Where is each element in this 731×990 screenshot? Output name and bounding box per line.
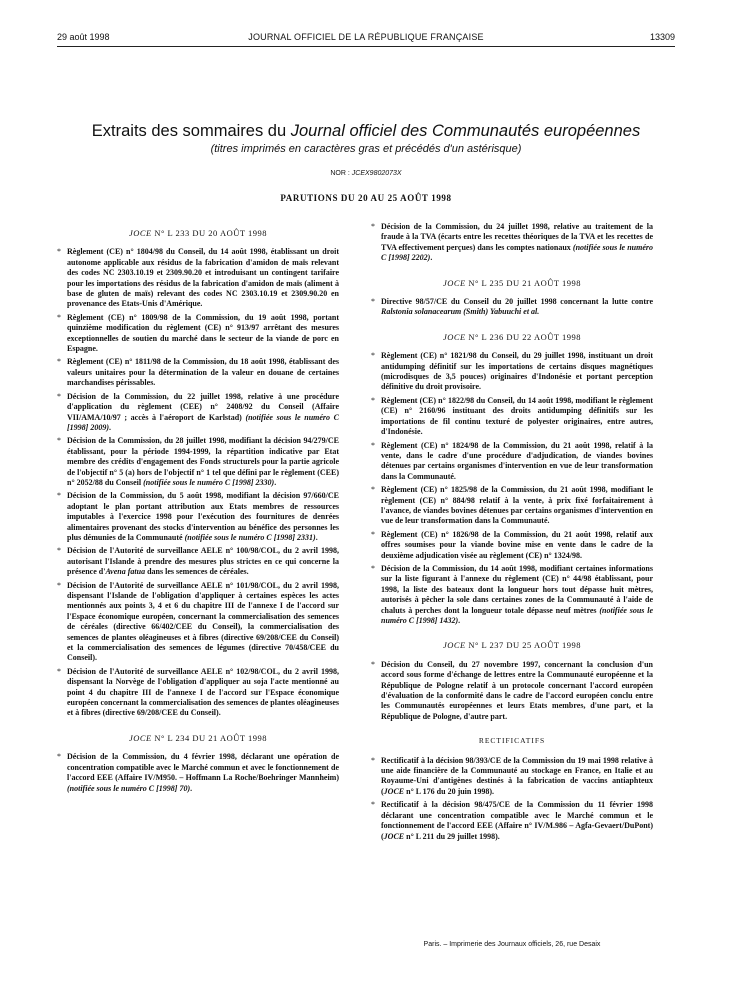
section-number: N° L 234 DU 21 AOÛT 1998 bbox=[154, 732, 268, 743]
section-number: RECTIFICATIFS bbox=[478, 736, 546, 746]
entry-text: Règlement (CE) n° 1825/98 de la Commission, du 21 août 1998, modifiant le règlement (CE) n° 884/98 relatif à la vente, à prix fixé forfaitairement à l'avance, de viandes bovines détenues par certains organismes d'intervention en vue de leur transformation dans la Communauté. bbox=[381, 485, 653, 526]
section-heading bbox=[57, 733, 339, 743]
entry-text: Décision de l'Autorité de surveillance AELE n° 101/98/COL, du 2 avril 1998, dispensant l'Islande de l'obligation d'appliquer à certaines espèces les actes mentionnés aux points 3, 4 et 6 du chapitre III de l'annexe I de l'accord sur l'Espace économique européen, concernant la commercialisation des semences de céréales (directive 66/402/CEE du Conseil), la commercialisation des semences de plantes oléagineuses et à fibres (directive 69/208/CEE du Conseil) et la commercialisation des semences de légumes (directive 70/458/CEE du Conseil). bbox=[67, 580, 339, 663]
page-subtitle: (titres imprimés en caractères gras et précédés d'un astérisque) bbox=[210, 143, 522, 155]
entry-text: Décision de la Commission, du 14 août 1998, modifiant certaines informations sur la liste figurant à l'annexe du règlement (CE) n° 44/98 établissant, pour 1998, la liste des bateaux dont la longueur hors tout dépasse huit mètres, autorisés à pêcher la sole dans certaines zones de la Communauté à l'aide de chaluts à perches dont la longueur totale dépasse neuf mètres bbox=[381, 563, 653, 615]
section-number: N° L 236 DU 22 AOÛT 1998 bbox=[468, 331, 582, 342]
asterisk-marker: * bbox=[57, 357, 61, 367]
page-title bbox=[57, 122, 675, 141]
entry-tail: . bbox=[274, 477, 277, 487]
entry-item bbox=[371, 297, 653, 318]
asterisk-marker: * bbox=[57, 546, 61, 556]
asterisk-marker: * bbox=[371, 563, 375, 573]
nor-label: NOR : bbox=[330, 170, 350, 177]
left-column bbox=[57, 222, 339, 797]
entry-item bbox=[57, 546, 339, 577]
entry-item bbox=[57, 752, 339, 794]
asterisk-marker: * bbox=[57, 580, 61, 590]
entry-text: Décision de la Commission, du 5 août 1998, modifiant la décision 97/660/CE adoptant le plan portant attribution aux Etats membres de ressources imputables à l'exercice 1998 pour l'exécution des fournitures de denrées alimentaires provenant des stocks d'intervention au bénéfice des personnes les plus démunies de la Communauté bbox=[67, 491, 339, 542]
entry-item bbox=[57, 667, 339, 719]
section-heading bbox=[371, 278, 653, 288]
imprimerie-footer: Paris. – Imprimerie des Journaux officiels, 26, rue Desaix bbox=[423, 941, 601, 948]
entry-text: Décision de la Commission, du 22 juillet 1998, relative à une procédure d'application du règlement (CEE) n° 2408/92 du Conseil (Affaire VII/AMA/10/97 ; accès à l'aéroport de Karlstad) bbox=[67, 391, 339, 422]
entry-text: Directive 98/57/CE du Conseil du 20 juillet 1998 concernant la lutte contre bbox=[381, 297, 653, 307]
entry-reference: (notifiée sous le numéro C [1998] 2202) bbox=[381, 242, 654, 263]
entry-text: Rectificatif à la décision 98/475/CE de la Commission du 11 février 1998 déclarant une concentration compatible avec le Marché commun et le fonctionnement de l'accord EEE (Affaire n° IV/M.986 – Agfa-Gevaert/DuPont) ( bbox=[381, 800, 653, 841]
section-journal: JOCE bbox=[442, 640, 466, 651]
entry-reference: Ralstonia solanacearum (Smith) Yabuuchi et al. bbox=[381, 307, 540, 317]
asterisk-marker: * bbox=[57, 491, 61, 501]
entry-tail: . bbox=[190, 783, 193, 793]
entry-reference: JOCE bbox=[383, 831, 405, 841]
entry-item bbox=[371, 530, 653, 561]
asterisk-marker: * bbox=[371, 755, 375, 765]
asterisk-marker: * bbox=[57, 752, 61, 762]
entry-item bbox=[57, 357, 339, 388]
entry-text: Règlement (CE) n° 1809/98 de la Commission, du 19 août 1998, portant quinzième modification du règlement (CE) n° 913/97 arrêtant des mesures exceptionnelles de soutien du marché dans le secteur de la viande de porc en Espagne. bbox=[67, 312, 339, 354]
entry-text: Règlement (CE) n° 1804/98 du Conseil, du 14 août 1998, établissant un droit autonome applicable aux résidus de la fabrication d'amidon de maïs relevant des codes NC 2303.10.19 et 2309.90.20 et introduisant un contingent tarifaire pour les importations des résidus de la fabrication d'amidon de maïs (aliment à base de gluten de maïs) relevant des codes NC 2303.10.19 et 2309.90.20 en provenance des Etats-Unis d'Amérique. bbox=[67, 247, 339, 309]
entry-item bbox=[371, 800, 653, 842]
entry-reference: (notifiée sous le numéro C [1998] 2330) bbox=[143, 477, 275, 487]
entry-item bbox=[371, 351, 653, 393]
asterisk-marker: * bbox=[371, 529, 375, 539]
entry-item bbox=[57, 491, 339, 543]
section-journal: JOCE bbox=[128, 732, 152, 743]
entry-text: Règlement (CE) n° 1826/98 de la Commission, du 21 août 1998, relatif aux offres soumises pour la viande bovine mise en vente dans le cadre de la deuxième adjudication visée au règlement (CE) n° 1324/98. bbox=[381, 529, 653, 560]
entry-item bbox=[371, 756, 653, 798]
entry-item bbox=[371, 564, 653, 626]
asterisk-marker: * bbox=[371, 800, 375, 810]
entry-reference: Avena fatua bbox=[105, 567, 146, 577]
asterisk-marker: * bbox=[57, 312, 61, 322]
title-lead: Extraits des sommaires du bbox=[91, 122, 291, 140]
asterisk-marker: * bbox=[57, 666, 61, 676]
entry-item bbox=[57, 392, 339, 434]
entry-text: Règlement (CE) n° 1821/98 du Conseil, du 29 juillet 1998, instituant un droit antidumping définitif sur les importations de certains disques magnétiques (microdisques de 3,5 pouces) originaires d'Indonésie et portant perception définitive du droit provisoire. bbox=[381, 351, 653, 392]
asterisk-marker: * bbox=[57, 436, 61, 446]
entry-text: Décision de l'Autorité de surveillance AELE n° 102/98/COL, du 2 avril 1998, dispensant la Norvège de l'obligation d'appliquer au soja l'acte mentionné au point 4 du chapitre III de l'annexe I de l'accord sur l'Espace économique européen concernant la commercialisation des semences de plantes oléagineuses et à fibres (directive 69/208/CEE du Conseil). bbox=[67, 666, 339, 718]
section-heading bbox=[371, 640, 653, 650]
asterisk-marker: * bbox=[371, 440, 375, 450]
nor-value: JCEX9802073X bbox=[351, 170, 402, 177]
header-journal-name: JOURNAL OFFICIEL DE LA RÉPUBLIQUE FRANÇAISE bbox=[248, 32, 484, 42]
section-number: N° L 237 DU 25 AOÛT 1998 bbox=[468, 640, 582, 651]
entry-text: Rectificatif à la décision 98/393/CE de la Commission du 19 mai 1998 relative à une aide financière de la Communauté au stockage en France, en Italie et au Royaume-Uni d'antigènes destinés à la fabrication de vaccins antiaphteux ( bbox=[381, 755, 653, 796]
entry-text: Décision du Conseil, du 27 novembre 1997, concernant la conclusion d'un accord sous forme d'échange de lettres entre la Communauté européenne et la République de Pologne relatif à un protocole concernant l'accord européen d'évaluation de la conformité dans le cadre de l'accord européen conclu entre les Communautés européennes et leurs Etats membres, d'une part, et la République de Pologne, d'autre part. bbox=[381, 659, 653, 721]
asterisk-marker: * bbox=[371, 297, 375, 307]
entry-item bbox=[57, 581, 339, 664]
entry-item bbox=[371, 222, 653, 264]
asterisk-marker: * bbox=[57, 247, 61, 257]
entry-item bbox=[57, 247, 339, 309]
entry-text: Règlement (CE) n° 1824/98 de la Commission, du 21 août 1998, relatif à la vente, dans le cadre d'une procédure d'adjudication, de viandes bovines détenues par certains organismes d'intervention en vue de leur transformation dans la Communauté. bbox=[381, 440, 653, 481]
section-journal: JOCE bbox=[442, 277, 466, 288]
entry-text: Décision de la Commission, du 28 juillet 1998, modifiant la décision 94/279/CE établissant, pour la période 1994-1999, la répartition indicative par Etat membre des crédits d'engagement des Fonds structurels pour la partie agricole de l'objectif n° 5 (a) hors de l'objectif n° 1 tel que défini par le règlement (CEE) n° 2052/88 du Conseil bbox=[67, 436, 339, 487]
right-column bbox=[371, 222, 653, 845]
section-heading bbox=[371, 332, 653, 342]
header-date: 29 août 1998 bbox=[57, 32, 110, 42]
section-number: N° L 233 DU 20 AOÛT 1998 bbox=[154, 228, 268, 238]
entry-tail: n° L 176 du 20 juin 1998). bbox=[404, 786, 495, 796]
entry-item bbox=[57, 313, 339, 355]
section-journal: JOCE bbox=[128, 228, 152, 238]
entry-item bbox=[371, 441, 653, 483]
section-heading bbox=[57, 228, 339, 238]
header-rule bbox=[57, 46, 675, 47]
entry-reference: (notifiée sous le numéro C [1998] 2331) bbox=[184, 532, 316, 542]
entry-item bbox=[371, 396, 653, 438]
entry-item bbox=[371, 485, 653, 527]
header-page-number: 13309 bbox=[649, 32, 675, 42]
entry-tail: . bbox=[458, 616, 461, 625]
entry-item bbox=[57, 436, 339, 488]
section-journal: JOCE bbox=[442, 331, 466, 342]
entry-tail: n° L 211 du 29 juillet 1998). bbox=[404, 831, 500, 841]
asterisk-marker: * bbox=[371, 222, 375, 231]
entry-reference: JOCE bbox=[383, 786, 405, 796]
section-number: N° L 235 DU 21 AOÛT 1998 bbox=[468, 277, 582, 288]
asterisk-marker: * bbox=[371, 395, 375, 405]
section-heading bbox=[371, 736, 653, 746]
asterisk-marker: * bbox=[371, 351, 375, 361]
entry-reference: (notifiée sous le numéro C [1998] 70) bbox=[67, 783, 191, 793]
entry-tail: . bbox=[315, 532, 318, 542]
entry-tail: . bbox=[109, 422, 111, 432]
entry-text: Décision de la Commission, du 4 février 1998, déclarant une opération de concentration compatible avec le Marché commun et avec le fonctionnement de l'accord EEE (Affaire IV/M950. – Hoffmann La Roche/Boehringer Mannheim) bbox=[67, 752, 339, 783]
entry-text: Décision de la Commission, du 24 juillet 1998, relative au traitement de la fraude à la TVA (écarts entre les recettes théoriques de la TVA et les recettes de TVA effectivement perçues) dans les comptes nationaux bbox=[381, 222, 653, 252]
entry-tail: . bbox=[430, 253, 433, 263]
asterisk-marker: * bbox=[371, 659, 375, 669]
nor-line bbox=[57, 170, 675, 177]
entry-tail: dans les semences de céréales. bbox=[145, 567, 249, 577]
entry-reference: (notifiée sous le numéro C [1998] 2009) bbox=[67, 412, 339, 432]
entry-item bbox=[371, 660, 653, 722]
parutions-heading: PARUTIONS DU 20 AU 25 AOÛT 1998 bbox=[280, 193, 452, 203]
entry-text: Décision de l'Autorité de surveillance AELE n° 100/98/COL, du 2 avril 1998, autorisant l'Islande à prendre des mesures plus strictes en ce qui concerne la présence d' bbox=[67, 546, 339, 577]
asterisk-marker: * bbox=[371, 485, 375, 495]
entry-text: Règlement (CE) n° 1811/98 de la Commission, du 18 août 1998, établissant des valeurs unitaires pour la détermination de la valeur en douane de certaines marchandises périssables. bbox=[67, 357, 339, 388]
entry-text: Règlement (CE) n° 1822/98 du Conseil, du 14 août 1998, modifiant le règlement (CE) n° 2160/96 instituant des droits antidumping définitifs sur les importations de fil continu texturé de polyester originaires, entre autres, d'Indonésie. bbox=[381, 395, 653, 437]
entry-reference: (notifiée sous le numéro C [1998] 1432) bbox=[381, 605, 653, 625]
title-journal: Journal officiel des Communautés européennes bbox=[290, 122, 641, 140]
asterisk-marker: * bbox=[57, 391, 61, 401]
